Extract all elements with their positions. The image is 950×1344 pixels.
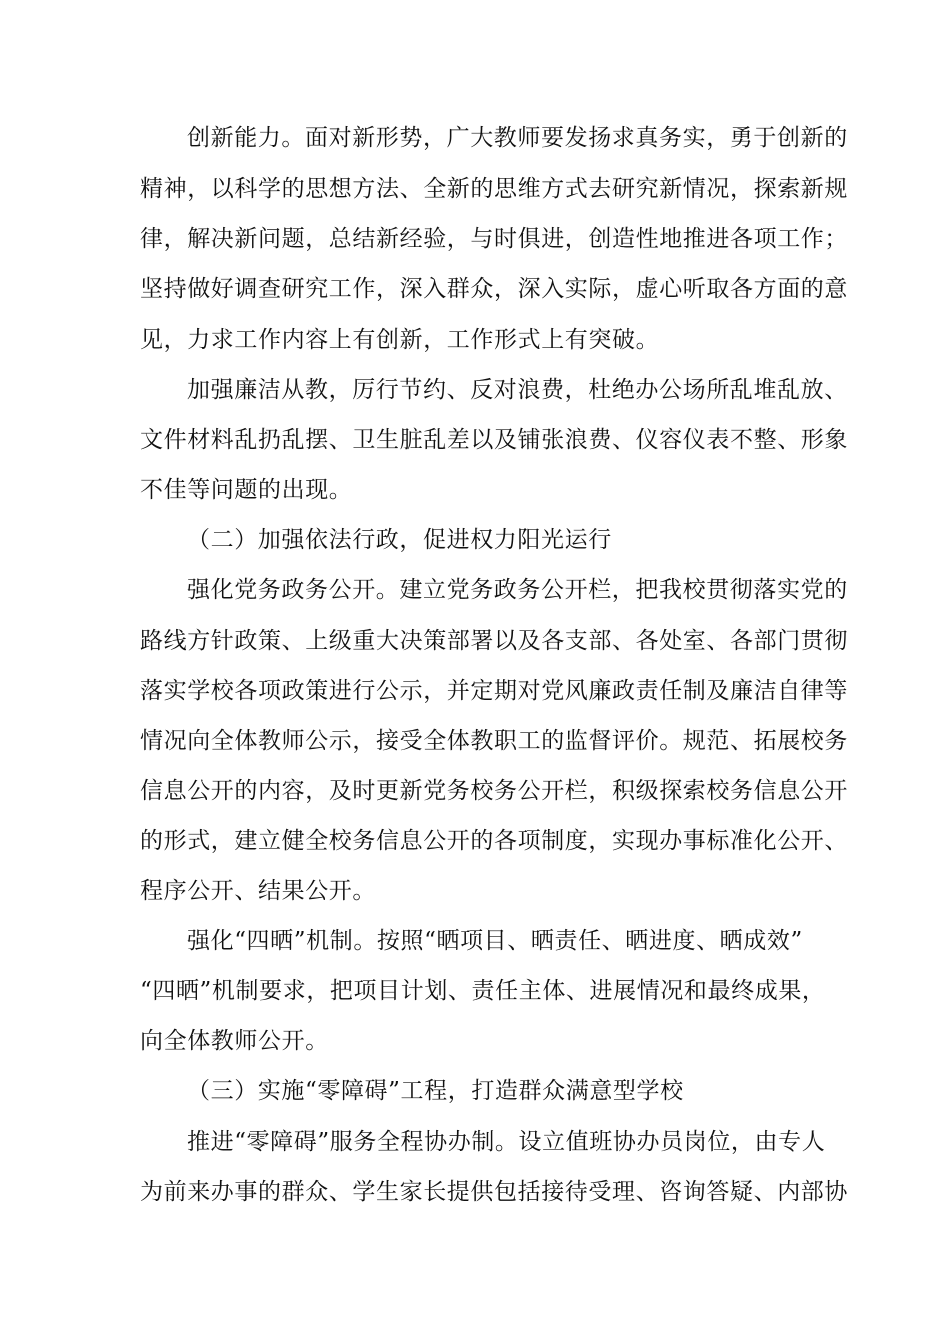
text-line: 精神，以科学的思想方法、全新的思维方式去研究新情况，探索新规 bbox=[140, 176, 848, 202]
text-line: 的形式，建立健全校务信息公开的各项制度，实现办事标准化公开、 bbox=[140, 828, 848, 854]
text-line: 强化党务政务公开。建立党务政务公开栏，把我校贯彻落实党的 bbox=[187, 577, 848, 603]
text-line: 见，力求工作内容上有创新，工作形式上有突破。 bbox=[140, 327, 660, 353]
text-line: 文件材料乱扔乱摆、卫生脏乱差以及铺张浪费、仪容仪表不整、形象 bbox=[140, 427, 848, 453]
text-line: 情况向全体教师公示，接受全体教职工的监督评价。规范、拓展校务 bbox=[140, 728, 848, 754]
text-line: 创新能力。面对新形势，广大教师要发扬求真务实，勇于创新的 bbox=[187, 125, 848, 151]
text-line: 坚持做好调查研究工作，深入群众，深入实际，虚心听取各方面的意 bbox=[140, 276, 848, 302]
section-heading: （二）加强依法行政，促进权力阳光运行 bbox=[187, 527, 612, 553]
text-line: 落实学校各项政策进行公示，并定期对党风廉政责任制及廉洁自律等 bbox=[140, 678, 848, 704]
text-line: 强化“四晒”机制。按照“晒项目、晒责任、晒进度、晒成效” bbox=[187, 928, 803, 954]
text-line: 推进“零障碍”服务全程协办制。设立值班协办员岗位，由专人 bbox=[187, 1129, 826, 1155]
text-line: 信息公开的内容，及时更新党务校务公开栏，积级探索校务信息公开 bbox=[140, 778, 848, 804]
text-line: 律，解决新问题，总结新经验，与时俱进，创造性地推进各项工作； bbox=[140, 226, 848, 252]
text-line: 路线方针政策、上级重大决策部署以及各支部、各处室、各部门贯彻 bbox=[140, 628, 848, 654]
text-line: 不佳等问题的出现。 bbox=[140, 477, 353, 503]
text-line: 程序公开、结果公开。 bbox=[140, 878, 376, 904]
section-heading: （三）实施“零障碍”工程，打造群众满意型学校 bbox=[187, 1078, 684, 1104]
text-line: 向全体教师公开。 bbox=[140, 1028, 329, 1054]
text-line: 加强廉洁从教，厉行节约、反对浪费，杜绝办公场所乱堆乱放、 bbox=[187, 377, 848, 403]
text-line: “四晒”机制要求，把项目计划、责任主体、进展情况和最终成果， bbox=[140, 978, 826, 1004]
text-line: 为前来办事的群众、学生家长提供包括接待受理、咨询答疑、内部协 bbox=[140, 1179, 848, 1205]
